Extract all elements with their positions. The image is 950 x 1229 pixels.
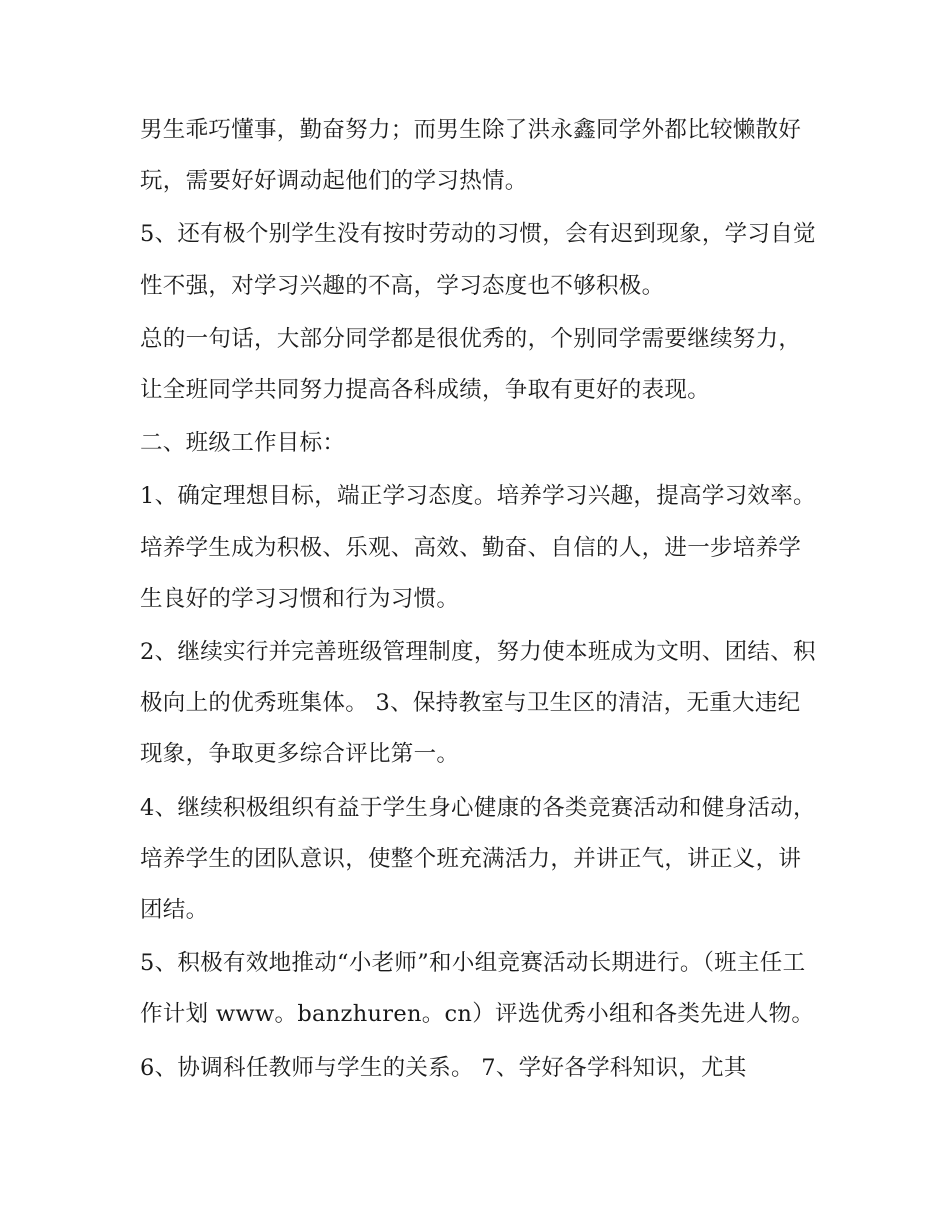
paragraph-2: 5、还有极个别学生没有按时劳动的习惯，会有迟到现象，学习自觉性不强，对学习兴趣的不高，学习态度也不够积极。 xyxy=(140,221,816,299)
paragraph-goal-6-7: 6、协调科任教师与学生的关系。 7、学好各学科知识，尤其 xyxy=(140,1054,747,1081)
paragraph-goal-2-3: 2、继续实行并完善班级管理制度，努力使本班成为文明、团结、积极向上的优秀班集体。 3、保持教室与卫生区的清洁，无重大违纪现象，争取更多综合评比第一。 xyxy=(140,639,816,768)
paragraph-1: 男生乖巧懂事，勤奋努力；而男生除了洪永鑫同学外都比较懒散好玩，需要好好调动起他们的学习热情。 xyxy=(140,117,802,195)
paragraph-3: 总的一句话，大部分同学都是很优秀的，个别同学需要继续努力，让全班同学共同努力提高各科成绩，争取有更好的表现。 xyxy=(140,325,802,404)
section-heading: 二、班级工作目标： xyxy=(140,430,346,457)
document-body xyxy=(140,105,820,1096)
paragraph-goal-5: 5、积极有效地推动“小老师”和小组竞赛活动长期进行。（班主任工作计划 www。banzhuren。cn）评选优秀小组和各类先进人物。 xyxy=(140,950,815,1028)
paragraph-goal-4: 4、继续积极组织有益于学生身心健康的各类竞赛活动和健身活动，培养学生的团队意识，使整个班充满活力，并讲正气，讲正义，讲团结。 xyxy=(140,794,816,924)
paragraph-goal-1: 1、确定理想目标，端正学习态度。培养学习兴趣，提高学习效率。培养学生成为积极、乐观、高效、勤奋、自信的人，进一步培养学生良好的学习习惯和行为习惯。 xyxy=(140,483,816,612)
